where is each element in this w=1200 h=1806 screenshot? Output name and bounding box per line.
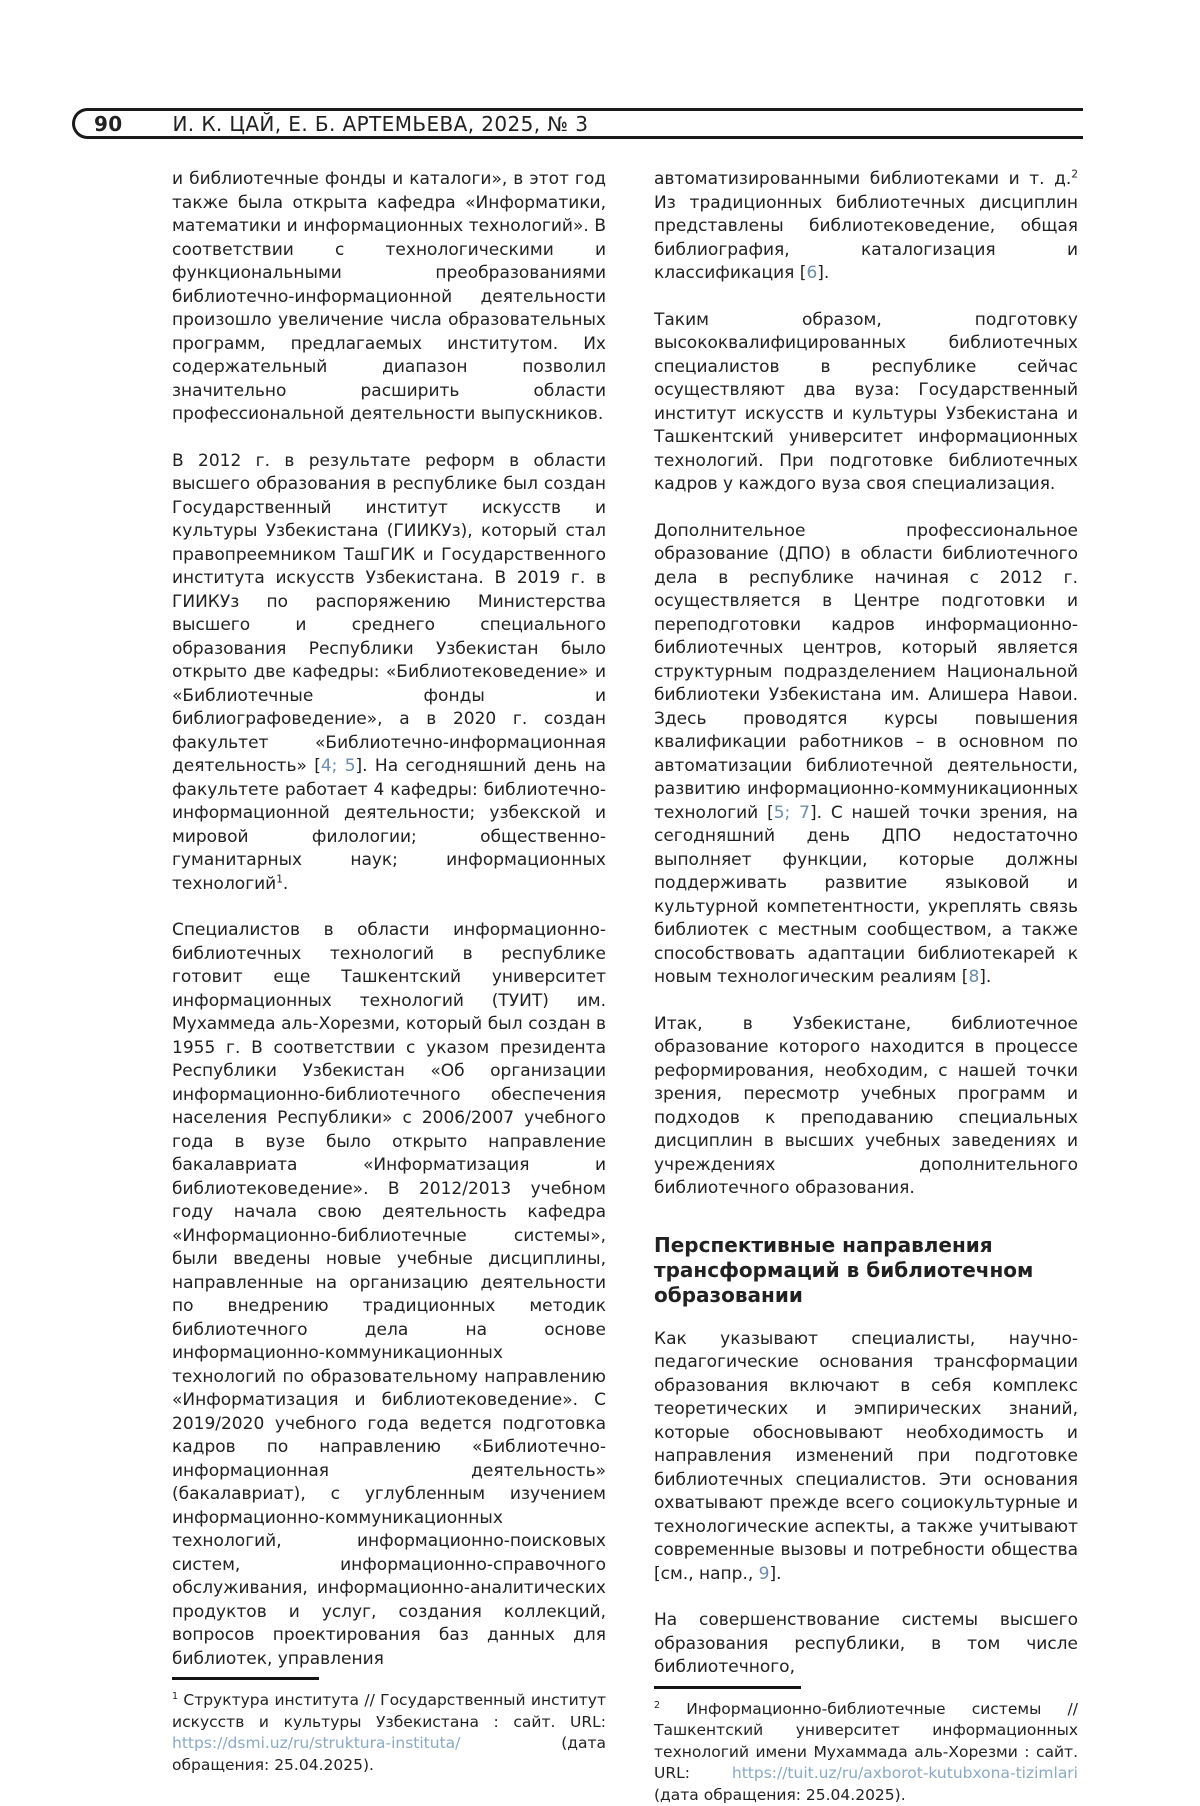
section-heading: Перспективные направления трансформаций в библиотечном образовании [654, 1233, 1078, 1308]
footnote-marker: 2 [1071, 168, 1078, 180]
body-paragraph: Таким образом, подготовку высококвалифицированных библиотечных специалистов в республике сейчас осуществляют два вуза: Государственный институт искусств и культуры Узбекистана и Ташкентский университет информационных технологий. При подготовке библиотечных кадров у каждого вуза своя специализация. [654, 309, 1078, 497]
two-column-body [172, 168, 1078, 1584]
body-paragraph: На совершенствование системы высшего образования республики, в том числе библиотечного, [654, 1609, 1078, 1680]
body-paragraph: и библиотечные фонды и каталоги», в этот год также была открыта кафедра «Информатики, математики и информационных технологий». В соответствии с технологическими и функциональными преобразованиями библиотечно-информационной деятельности произошло увеличение числа образовательных программ, предлагаемых институтом. Их содержательный диапазон позволил значительно расширить области профессиональной деятельности выпускников. [172, 168, 606, 427]
footnote-link[interactable]: https://tuit.uz/ru/axborot-kutubxona-tizimlari [732, 1764, 1078, 1782]
footnote-marker: 1 [276, 873, 283, 885]
body-paragraph: Итак, в Узбекистане, библиотечное образование которого находится в процессе реформирования, необходим, с нашей точки зрения, пересмотр учебных программ и подходов к преподаванию специальных дисциплин в высших учебных заведениях и учреждениях дополнительного библиотечного образования. [654, 1013, 1078, 1201]
footnote-separator [654, 1686, 801, 1689]
footnote [654, 1680, 1078, 1806]
footnote-text: $^1$ Структура института // Государственный институт искусств и культуры Узбекистана : сайт. URL: https://dsmi.uz/ru/struktura-instituta/ (дата обращения: 25.04.2025). [172, 1690, 606, 1776]
running-header [72, 108, 1083, 139]
citation-ref[interactable]: 9 [759, 1564, 770, 1584]
footnote-text: $^2$ Информационно-библиотечные системы // Ташкентский университет информационных технологий имени Мухаммада аль-Хорезми : сайт. URL: https://tuit.uz/ru/axborot-kutubxona-tizimlari (дата обращения: 25.04.2025). [654, 1699, 1078, 1806]
body-paragraph: Как указывают специалисты, научно-педагогические основания трансформации образования включают в себя комплекс теоретических и эмпирических знаний, которые обосновывают необходимость и направления изменений при подготовке библиотечных специалистов. Эти основания охватывают прежде всего социокультурные и технологические аспекты, а также учитывают современные вызовы и потребности общества [см., напр., 9]. [654, 1328, 1078, 1587]
running-title: И. К. ЦАЙ, Е. Б. АРТЕМЬЕВА, 2025, № 3 [172, 112, 588, 136]
footnote-separator [172, 1677, 319, 1680]
footnote [172, 1671, 606, 1776]
footnote-marker: 1 [172, 1691, 178, 1702]
footnote-marker: 2 [654, 1699, 660, 1710]
left-column [172, 168, 606, 1584]
right-column [654, 168, 1078, 1584]
citation-ref[interactable]: 5; 7 [774, 803, 810, 823]
body-paragraph: В 2012 г. в результате реформ в области высшего образования в республике был создан Государственный институт искусств и культуры Узбекистана (ГИИКУз), который стал правопреемником ТашГИК и Государственного института искусств Узбекистана. В 2019 г. в ГИИКУз по распоряжению Министерства высшего и среднего специального образования Республики Узбекистан было открыто две кафедры: «Библиотековедение» и «Библиотечные фонды и библиографоведение», а в 2020 г. создан факультет «Библиотечно-информационная деятельность» [4; 5]. На сегодняшний день на факультете работает 4 кафедры: библиотечно-информационной деятельности; узбекской и мировой филологии; общественно-гуманитарных наук; информационных технологий$^1$. [172, 450, 606, 897]
page-number: 90 [94, 112, 122, 136]
citation-ref[interactable]: 6 [806, 263, 817, 283]
body-paragraph: автоматизированными библиотеками и т. д.$^2$ Из традиционных библиотечных дисциплин представлены библиотековедение, общая библиография, каталогизация и классификация [6]. [654, 168, 1078, 286]
citation-ref[interactable]: 8 [968, 967, 979, 987]
citation-ref[interactable]: 4; 5 [321, 756, 356, 776]
footnote-link[interactable]: https://dsmi.uz/ru/struktura-instituta/ [172, 1734, 460, 1752]
body-paragraph: Специалистов в области информационно-библиотечных технологий в республике готовит еще Ташкентский университет информационных технологий (ТУИТ) им. Мухаммеда аль-Хорезми, который был создан в 1955 г. В соответствии с указом президента Республики Узбекистан «Об организации информационно-библиотечного обеспечения населения Республики» с 2006/2007 учебного года в вузе было открыто направление бакалавриата «Информатизация и библиотековедение». В 2012/2013 учебном году начала свою деятельность кафедра «Информационно-библиотечные системы», были введены новые учебные дисциплины, направленные на организацию деятельности по внедрению традиционных методик библиотечного дела на основе информационно-коммуникационных технологий по образовательному направлению «Информатизация и библиотековедение». С 2019/2020 учебного года ведется подготовка кадров по направлению «Библиотечно-информационная деятельность» (бакалавриат), с углубленным изучением информационно-коммуникационных технологий, информационно-поисковых систем, информационно-справочного обслуживания, информационно-аналитических продуктов и услуг, создания коллекций, вопросов проектирования баз данных для библиотек, управления [172, 919, 606, 1671]
body-paragraph: Дополнительное профессиональное образование (ДПО) в области библиотечного дела в республике начиная с 2012 г. осуществляется в Центре подготовки и переподготовки кадров информационно-библиотечных центров, который является структурным подразделением Национальной библиотеки Узбекистана им. Алишера Навои. Здесь проводятся курсы повышения квалификации работников – в основном по автоматизации библиотечной деятельности, развитию информационно-коммуникационных технологий [5; 7]. С нашей точки зрения, на сегодняшний день ДПО недостаточно выполняет функции, которые должны поддерживать развитие языковой и культурной компетентности, укреплять связь библиотек с местным сообществом, а также способствовать адаптации библиотекарей к новым технологическим реалиям [8]. [654, 520, 1078, 990]
